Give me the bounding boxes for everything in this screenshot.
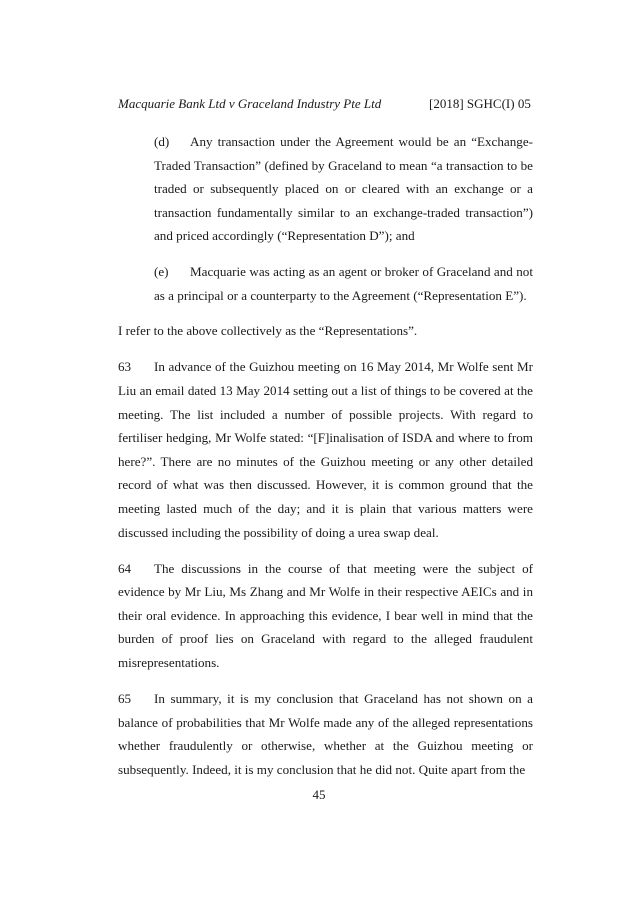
paragraph-number: 63 xyxy=(118,359,132,375)
sub-paragraph-e xyxy=(154,260,533,307)
sub-paragraph-label: (e) xyxy=(154,263,169,279)
sub-paragraph-d xyxy=(154,130,533,248)
paragraph-64 xyxy=(118,557,533,675)
sub-paragraph-text: Macquarie was acting as an agent or broker of Graceland and not as a principal or a counterparty to the Agreement (“Representation E”). xyxy=(154,263,533,303)
paragraph-text: In summary, it is my conclusion that Graceland has not shown on a balance of probabilities that Mr Wolfe made any of the alleged representations whether fraudulently or otherwise, whether at the Guizhou meeting or subsequently. Indeed, it is my conclusion that he did not. Quite apart from the xyxy=(118,691,533,778)
case-citation: [2018] SGHC(I) 05 xyxy=(429,96,531,111)
judgment-body xyxy=(118,130,533,782)
sub-paragraph-label: (d) xyxy=(154,134,170,149)
sub-paragraph-text: Any transaction under the Agreement would be an “Exchange-Traded Transaction” (defined by Graceland to mean “a transaction to be traded or subsequently placed on or cleared with an exchange or a transaction fundamentally similar to an exchange-traded transaction”) and priced accordingly (“Representation D”); and xyxy=(154,134,533,244)
paragraph-number: 65 xyxy=(118,691,132,707)
paragraph-63 xyxy=(118,355,533,544)
paragraph-text: The discussions in the course of that meeting were the subject of evidence by Mr Liu, Ms Zhang and Mr Wolfe in their respective AEICs and in their oral evidence. In approaching this evidence, I bear well in mind that the burden of proof lies on Graceland with regard to the alleged fraudulent misrepresentations. xyxy=(118,560,533,671)
page-number: 45 xyxy=(312,787,326,802)
representations-summary: I refer to the above collectively as the “Representations”. xyxy=(118,323,418,339)
paragraph-text: In advance of the Guizhou meeting on 16 May 2014, Mr Wolfe sent Mr Liu an email dated 13 May 2014 setting out a list of things to be covered at the meeting. The list included a number of possible projects. With regard to fertiliser hedging, Mr Wolfe stated: “[F]inalisation of ISDA and where to from here?”. There are no minutes of the Guizhou meeting or any other detailed record of what was then discussed. However, it is common ground that the meeting lasted much of the day; and it is plain that various matters were discussed including the possibility of doing a urea swap deal. xyxy=(118,359,533,540)
paragraph-number: 64 xyxy=(118,560,132,576)
paragraph-65 xyxy=(118,687,533,781)
case-name: Macquarie Bank Ltd v Graceland Industry Pte Ltd xyxy=(118,96,382,111)
